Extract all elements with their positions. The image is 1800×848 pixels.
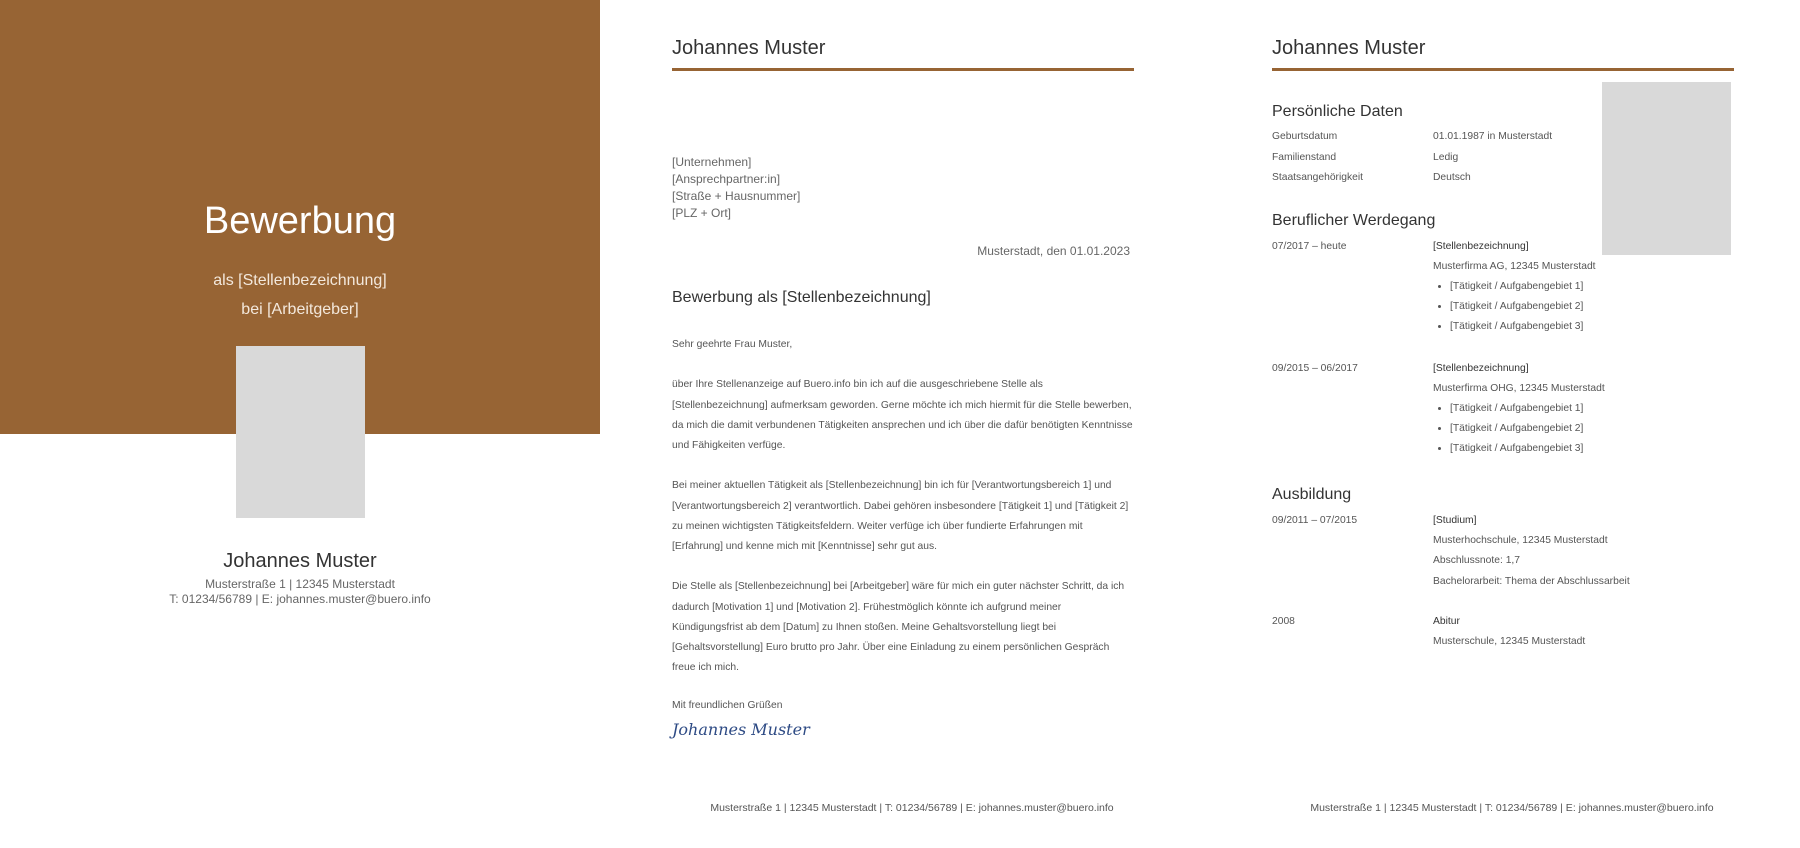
career-task-list [1433, 277, 1583, 338]
personal-value: 01.01.1987 in Musterstadt [1433, 131, 1553, 142]
section-title-personal: Persönliche Daten [1272, 103, 1403, 120]
letter-paragraph: Die Stelle als [Stellenbezeichnung] bei [Arbeitgeber] wäre für mich ein guter nächster Schritt, da ich dadurch [Motivation 1] und [Motivation 2]. Frühestmöglich könnte ich aufgrund meiner Kündigungsfrist ab dem [Datum] zu Ihnen stoßen. Meine Gehaltsvorstellung liegt bei [Gehaltsvorstellung] Euro brutto pro Jahr. Über eine Einladung zu einem persönlichen Gespräch freue ich mich. [672, 581, 1125, 674]
education-detail: Musterschule, 12345 Musterstadt [1433, 636, 1586, 647]
career-company: Musterfirma AG, 12345 Musterstadt [1433, 261, 1596, 272]
career-task: • [Tätigkeit / Aufgabengebiet 3] [1450, 317, 1583, 337]
education-detail: Musterhochschule, 12345 Musterstadt [1433, 535, 1608, 546]
education-period: 09/2011 – 07/2015 [1272, 515, 1358, 526]
cv-header-name: Johannes Muster [1272, 37, 1426, 59]
letter-footer: Musterstraße 1 | 12345 Musterstadt | T: 01234/56789 | E: johannes.muster@buero.info [710, 802, 1114, 814]
education-degree: [Studium] [1433, 515, 1477, 526]
letter-closing: Mit freundlichen Grüßen [672, 700, 783, 711]
section-title-education: Ausbildung [1272, 486, 1352, 503]
recipient-line: [Ansprechpartner:in] [672, 172, 781, 186]
career-position: [Stellenbezeichnung] [1433, 363, 1529, 374]
education-degree: Abitur [1433, 616, 1460, 627]
personal-label: Familienstand [1272, 152, 1337, 163]
recipient-line: [Straße + Hausnummer] [672, 189, 801, 203]
career-position: [Stellenbezeichnung] [1433, 241, 1529, 252]
personal-value: Deutsch [1433, 172, 1471, 183]
salutation: Sehr geehrte Frau Muster, [672, 339, 793, 350]
career-task: • [Tätigkeit / Aufgabengebiet 2] [1450, 297, 1583, 317]
cover-contact: T: 01234/56789 | E: johannes.muster@buero.info [169, 592, 431, 606]
letter-paragraph: Bei meiner aktuellen Tätigkeit als [Stellenbezeichnung] bin ich für [Verantwortungsbereich 1] und [Verantwortungsbereich 2] verantwortlich. Dabei gehören insbesondere [Tätigkeit 1] und [Tätigkeit 2] zu meinen wichtigsten Tätigkeitsfeldern. Weiter verfüge ich über fundierte Erfahrungen mit [Erfahrung] und kenne mich mit [Kenntnisse] sehr gut aus. [672, 480, 1129, 552]
cover-address: Musterstraße 1 | 12345 Musterstadt [205, 577, 395, 591]
cv-header-rule [1272, 68, 1734, 71]
letter-header-name: Johannes Muster [672, 37, 826, 59]
cover-page [0, 0, 600, 848]
career-task: • [Tätigkeit / Aufgabengebiet 1] [1450, 277, 1583, 297]
cover-title: Bewerbung [203, 200, 397, 242]
cv-photo-placeholder [1602, 82, 1731, 255]
cv-footer: Musterstraße 1 | 12345 Musterstadt | T: 01234/56789 | E: johannes.muster@buero.info [1310, 802, 1714, 814]
career-task: • [Tätigkeit / Aufgabengebiet 3] [1450, 439, 1583, 459]
letter-subject: Bewerbung als [Stellenbezeichnung] [672, 289, 931, 306]
education-detail: Bachelorarbeit: Thema der Abschlussarbeit [1433, 576, 1630, 587]
personal-value: Ledig [1433, 152, 1459, 163]
career-task: • [Tätigkeit / Aufgabengebiet 2] [1450, 419, 1583, 439]
career-task: • [Tätigkeit / Aufgabengebiet 1] [1450, 399, 1583, 419]
personal-label: Geburtsdatum [1272, 131, 1338, 142]
cover-subtitle-position: als [Stellenbezeichnung] [213, 272, 387, 289]
personal-label: Staatsangehörigkeit [1272, 172, 1364, 183]
letter-paragraph: über Ihre Stellenanzeige auf Buero.info bin ich auf die ausgeschriebene Stelle als [Stellenbezeichnung] aufmerksam geworden. Gerne möchte ich mich hiermit für die Stelle bewerben, da mich die damit verbundenen Tätigkeiten ansprechen und ich über die dafür benötigten Kenntnisse und Fähigkeiten verfüge. [672, 379, 1133, 451]
recipient-line: [PLZ + Ort] [672, 206, 732, 220]
cover-subtitle-employer: bei [Arbeitgeber] [241, 301, 359, 318]
cover-name: Johannes Muster [223, 550, 377, 572]
cover-photo-placeholder [236, 346, 365, 518]
education-period: 2008 [1272, 616, 1295, 627]
recipient-line: [Unternehmen] [672, 155, 752, 169]
career-task-list [1433, 399, 1583, 460]
section-title-career: Beruflicher Werdegang [1272, 212, 1436, 229]
education-detail: Abschlussnote: 1,7 [1433, 555, 1521, 566]
career-period: 09/2015 – 06/2017 [1272, 363, 1358, 374]
cv-page [1200, 0, 1800, 848]
place-date: Musterstadt, den 01.01.2023 [977, 244, 1130, 258]
signature: Johannes Muster [672, 720, 810, 739]
career-company: Musterfirma OHG, 12345 Musterstadt [1433, 383, 1605, 394]
recipient-address [672, 154, 800, 222]
career-period: 07/2017 – heute [1272, 241, 1347, 252]
letter-header-rule [672, 68, 1134, 71]
letter-page [600, 0, 1200, 848]
letter-body [672, 335, 1134, 699]
